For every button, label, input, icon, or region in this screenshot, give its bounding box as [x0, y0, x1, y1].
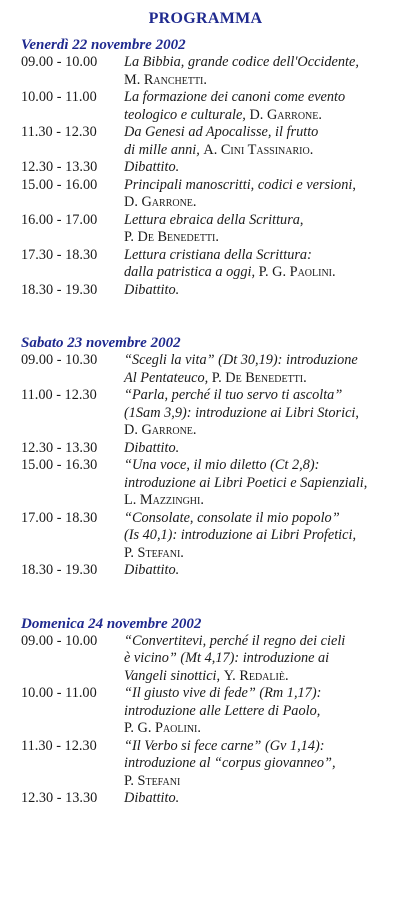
session-text: , — [299, 211, 304, 228]
session-description — [124, 510, 390, 563]
session-text: , — [363, 474, 368, 491]
session-text: Principali manoscritti, codici e versioni — [124, 176, 353, 193]
speaker-name: D. Garrone. — [249, 106, 322, 123]
session-row — [21, 352, 390, 387]
session-text: (1Sam 3,9): introduzione ai Libri Storici — [124, 404, 356, 421]
description-line — [124, 440, 390, 458]
description-line — [124, 107, 390, 125]
description-line — [124, 668, 390, 686]
session-text: introduzione alle Lettere di Paolo, — [124, 702, 321, 719]
description-line — [124, 54, 390, 72]
session-row — [21, 738, 390, 791]
session-time: 12.30 - 13.30 — [21, 159, 98, 175]
speaker-name: D. Garrone. — [124, 194, 197, 210]
session-row — [21, 159, 390, 177]
description-line — [124, 212, 390, 230]
session-time: 12.30 - 13.30 — [21, 790, 98, 806]
session-row — [21, 440, 390, 458]
session-text: Vangeli sinottici, — [124, 667, 224, 684]
description-line — [124, 422, 390, 440]
description-line — [124, 370, 390, 388]
description-line — [124, 229, 390, 247]
description-line — [124, 405, 390, 423]
speaker-name: P. De Benedetti. — [211, 369, 307, 386]
session-text: “Il Verbo si fece carne” (Gv 1,14): — [124, 737, 325, 754]
session-row — [21, 247, 390, 282]
description-line — [124, 633, 390, 651]
session-text: di mille anni, — [124, 141, 204, 158]
session-text: Dibattito. — [124, 439, 180, 456]
session-text: “Una voce, il mio diletto (Ct 2,8): — [124, 457, 320, 473]
description-line — [124, 545, 390, 563]
speaker-name: D. Garrone. — [124, 422, 197, 438]
session-time: 11.00 - 12.30 — [21, 387, 97, 403]
session-text: introduzione al “corpus giovanneo”, — [124, 755, 336, 771]
session-description — [124, 352, 390, 387]
description-line — [124, 720, 390, 738]
description-line — [124, 72, 390, 90]
session-text: Dibattito. — [124, 790, 180, 806]
session-text: è vicino” (Mt 4,17): introduzione ai — [124, 650, 330, 666]
description-line — [124, 124, 390, 142]
session-text: “Consolate, consolate il mio popolo” — [124, 509, 340, 526]
session-row — [21, 282, 390, 300]
description-line — [124, 650, 390, 668]
session-description — [124, 790, 390, 808]
session-row — [21, 633, 390, 686]
session-row — [21, 124, 390, 159]
description-line — [124, 527, 390, 545]
description-line — [124, 177, 390, 195]
session-row — [21, 510, 390, 563]
speaker-name: P. Stefani. — [124, 544, 184, 561]
session-time: 09.00 - 10.00 — [21, 632, 98, 649]
day-spacer — [21, 580, 390, 615]
speaker-name: P. Stefani — [124, 772, 181, 789]
description-line — [124, 773, 390, 791]
session-text: Al Pentateuco, — [124, 369, 212, 386]
day-spacer — [21, 299, 390, 334]
session-row — [21, 685, 390, 738]
session-description — [124, 159, 390, 177]
description-line — [124, 89, 390, 107]
speaker-name: Y. Redaliè. — [223, 667, 289, 684]
session-text: teologico e culturale, — [124, 106, 250, 123]
session-row — [21, 89, 390, 124]
description-line — [124, 247, 390, 265]
description-line — [124, 282, 390, 300]
session-description — [124, 89, 390, 124]
session-description — [124, 387, 390, 440]
session-row — [21, 54, 390, 89]
session-row — [21, 177, 390, 212]
session-time: 17.00 - 18.30 — [21, 509, 98, 526]
day-section — [21, 36, 390, 299]
session-row — [21, 387, 390, 440]
description-line — [124, 685, 390, 703]
speaker-name: A. Cini Tassinario. — [203, 141, 314, 158]
day-section — [21, 615, 390, 808]
session-row — [21, 457, 390, 510]
session-time: 15.00 - 16.30 — [21, 457, 98, 473]
description-line — [124, 352, 390, 370]
session-description — [124, 177, 390, 212]
session-time: 11.30 - 12.30 — [21, 124, 97, 140]
session-time: 10.00 - 11.00 — [21, 89, 97, 105]
session-text: “Il giusto vive di fede” (Rm 1,17): — [124, 685, 322, 701]
session-description — [124, 247, 390, 282]
session-description — [124, 54, 390, 89]
session-description — [124, 633, 390, 686]
description-line — [124, 264, 390, 282]
session-text: , — [355, 404, 359, 421]
session-text: “Convertitevi, perché il regno dei cieli — [124, 632, 346, 649]
session-time: 15.00 - 16.00 — [21, 176, 98, 193]
session-text: La formazione dei canoni come evento — [124, 89, 346, 105]
session-text: Dibattito. — [124, 159, 180, 175]
session-description — [124, 562, 390, 580]
session-row — [21, 562, 390, 580]
speaker-name: P. G. Paolini. — [124, 720, 201, 736]
session-time: 17.30 - 18.30 — [21, 246, 98, 263]
description-line — [124, 738, 390, 756]
session-text: Dibattito. — [124, 562, 180, 578]
session-text: dalla patristica a oggi, — [124, 264, 259, 280]
description-line — [124, 159, 390, 177]
session-time: 18.30 - 19.30 — [21, 281, 98, 298]
speaker-name: P. G. Paolini. — [258, 264, 336, 280]
session-text: “Scegli la vita” (Dt 30,19): introduzione — [124, 352, 358, 368]
day-heading: Sabato 23 novembre 2002 — [21, 335, 181, 351]
session-time: 09.00 - 10.30 — [21, 352, 98, 368]
description-line — [124, 790, 390, 808]
description-line — [124, 475, 390, 493]
session-text: introduzione ai Libri Poetici e Sapienziali — [124, 474, 364, 491]
session-row — [21, 790, 390, 808]
session-text: (Is 40,1): introduzione ai Libri Profetici, — [124, 527, 357, 543]
session-text: , — [352, 176, 356, 193]
session-description — [124, 685, 390, 738]
speaker-name: M. Ranchetti. — [124, 71, 207, 88]
session-time: 10.00 - 11.00 — [21, 685, 97, 701]
session-description — [124, 738, 390, 791]
session-time: 18.30 - 19.30 — [21, 562, 98, 578]
programme-title: PROGRAMMA — [148, 10, 263, 27]
day-heading: Domenica 24 novembre 2002 — [21, 615, 202, 632]
session-text: Dibattito. — [124, 281, 180, 298]
description-line — [124, 755, 390, 773]
session-row — [21, 212, 390, 247]
session-text: La Bibbia, grande codice dell'Occidente, — [124, 54, 359, 70]
day-heading: Venerdì 22 novembre 2002 — [21, 37, 186, 53]
session-time: 12.30 - 13.30 — [21, 439, 98, 456]
session-time: 11.30 - 12.30 — [21, 737, 97, 754]
speaker-name: L. Mazzinghi. — [124, 492, 204, 508]
description-line — [124, 387, 390, 405]
description-line — [124, 562, 390, 580]
day-section — [21, 334, 390, 580]
session-text: Da Genesi ad Apocalisse, il frutto — [124, 124, 319, 140]
session-text: Lettura cristiana della Scrittura: — [124, 246, 312, 263]
session-time: 09.00 - 10.00 — [21, 54, 98, 70]
programme-days — [21, 36, 390, 808]
session-description — [124, 282, 390, 300]
description-line — [124, 457, 390, 475]
speaker-name: P. De Benedetti. — [124, 229, 219, 245]
session-description — [124, 212, 390, 247]
description-line — [124, 703, 390, 721]
description-line — [124, 142, 390, 160]
description-line — [124, 510, 390, 528]
session-description — [124, 457, 390, 510]
session-description — [124, 124, 390, 159]
session-time: 16.00 - 17.00 — [21, 211, 98, 228]
description-line — [124, 194, 390, 212]
session-text: Lettura ebraica della Scrittura — [124, 211, 300, 228]
description-line — [124, 492, 390, 510]
session-text: “Parla, perché il tuo servo ti ascolta” — [124, 387, 343, 403]
session-description — [124, 440, 390, 458]
